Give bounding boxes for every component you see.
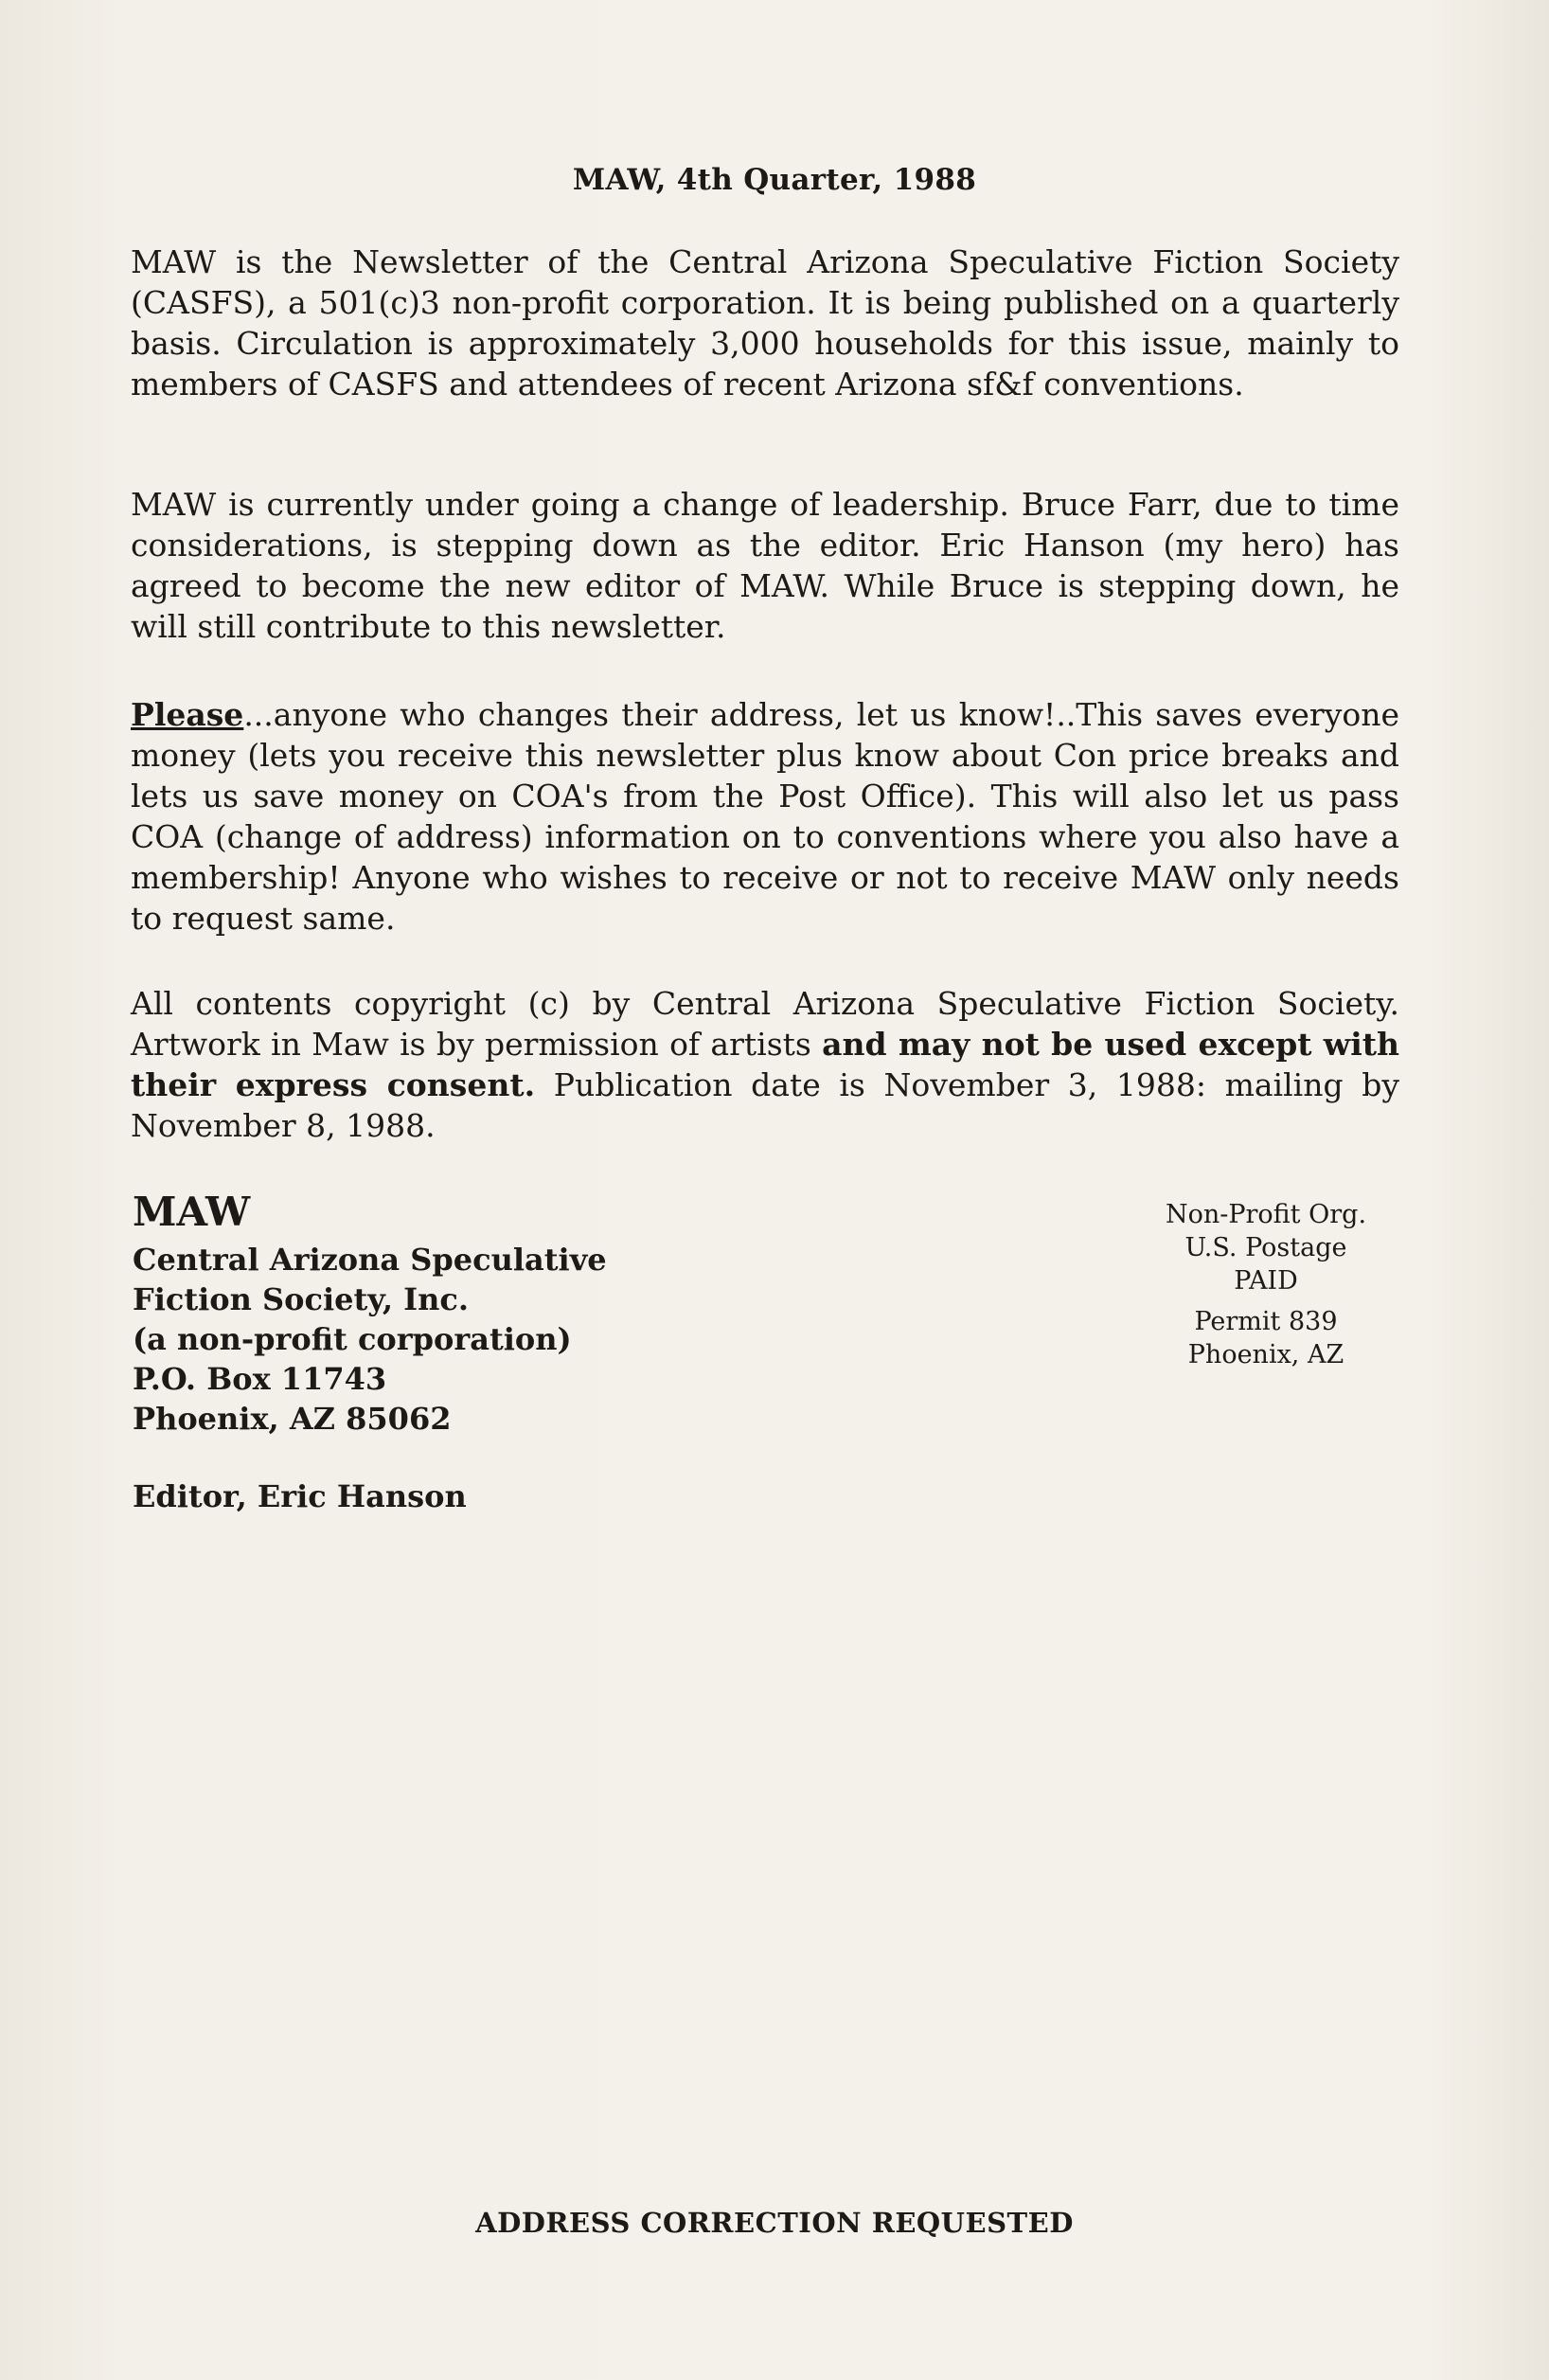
- address-correction-notice: ADDRESS CORRECTION REQUESTED: [475, 2207, 1074, 2239]
- address-change-body: ...anyone who changes their address, let us know!..This saves everyone money (lets you receive this newsletter plus know about Con price breaks and lets us save money on COA's from the Post Office). This will also let us pass COA (change of address) information on to conventions where you also have a membership! Anyone who wishes to receive or not to receive MAW only needs to request same.: [131, 696, 1399, 937]
- postage-line-1: Non-Profit Org.: [1165, 1200, 1367, 1229]
- issue-heading: MAW, 4th Quarter, 1988: [572, 163, 977, 197]
- about-text: MAW is the Newsletter of the Central Arizona Speculative Fiction Society (CASFS), a 501(c)3 non-profit corporation. It is being published on a quarterly basis. Circulation is approximately 3,000 households for this issue, mainly to members of CASFS and attendees of recent Arizona sf&f conventions.: [131, 243, 1399, 403]
- copyright-end: Publication date is November 3, 1988: mailing by November 8, 1988.: [131, 1066, 1399, 1144]
- postage-line-3: PAID: [1234, 1266, 1298, 1296]
- return-address-po-box: P.O. Box 11743: [133, 1361, 387, 1397]
- leadership-paragraph: [131, 484, 1399, 647]
- about-paragraph: [131, 242, 1399, 404]
- copyright-start: All contents copyright (c) by Central Arizona Speculative Fiction Society. Artwork in Maw is by permission of artists: [131, 985, 1399, 1063]
- copyright-text: [131, 983, 1399, 1146]
- postage-line-2: U.S. Postage: [1184, 1233, 1347, 1262]
- leadership-text: MAW is currently under going a change of leadership. Bruce Farr, due to time considerations, is stepping down as the editor. Eric Hanson (my hero) has agreed to become the new editor of MAW. While Bruce is stepping down, he will still contribute to this newsletter.: [131, 486, 1399, 645]
- postage-line-4: Permit 839: [1194, 1307, 1338, 1336]
- copyright-bold: and may not be used except with their express consent.: [131, 1026, 1399, 1103]
- return-address-city: Phoenix, AZ 85062: [133, 1401, 452, 1437]
- return-address-name: MAW: [133, 1189, 251, 1235]
- return-address-org-3: (a non-profit corporation): [133, 1321, 572, 1357]
- return-address-org-2: Fiction Society, Inc.: [133, 1281, 469, 1317]
- return-address: [133, 1189, 701, 1516]
- return-address-org-1: Central Arizona Speculative: [133, 1242, 607, 1278]
- postage-indicia: [1157, 1198, 1375, 1371]
- please-lead: Please: [131, 696, 244, 733]
- postage-gap: [1157, 1297, 1375, 1305]
- editor-credit: Editor, Eric Hanson: [133, 1478, 467, 1514]
- address-change-paragraph: [131, 694, 1399, 939]
- address-change-text: [131, 694, 1399, 939]
- postage-line-5: Phoenix, AZ: [1187, 1340, 1344, 1369]
- copyright-paragraph: [131, 983, 1399, 1146]
